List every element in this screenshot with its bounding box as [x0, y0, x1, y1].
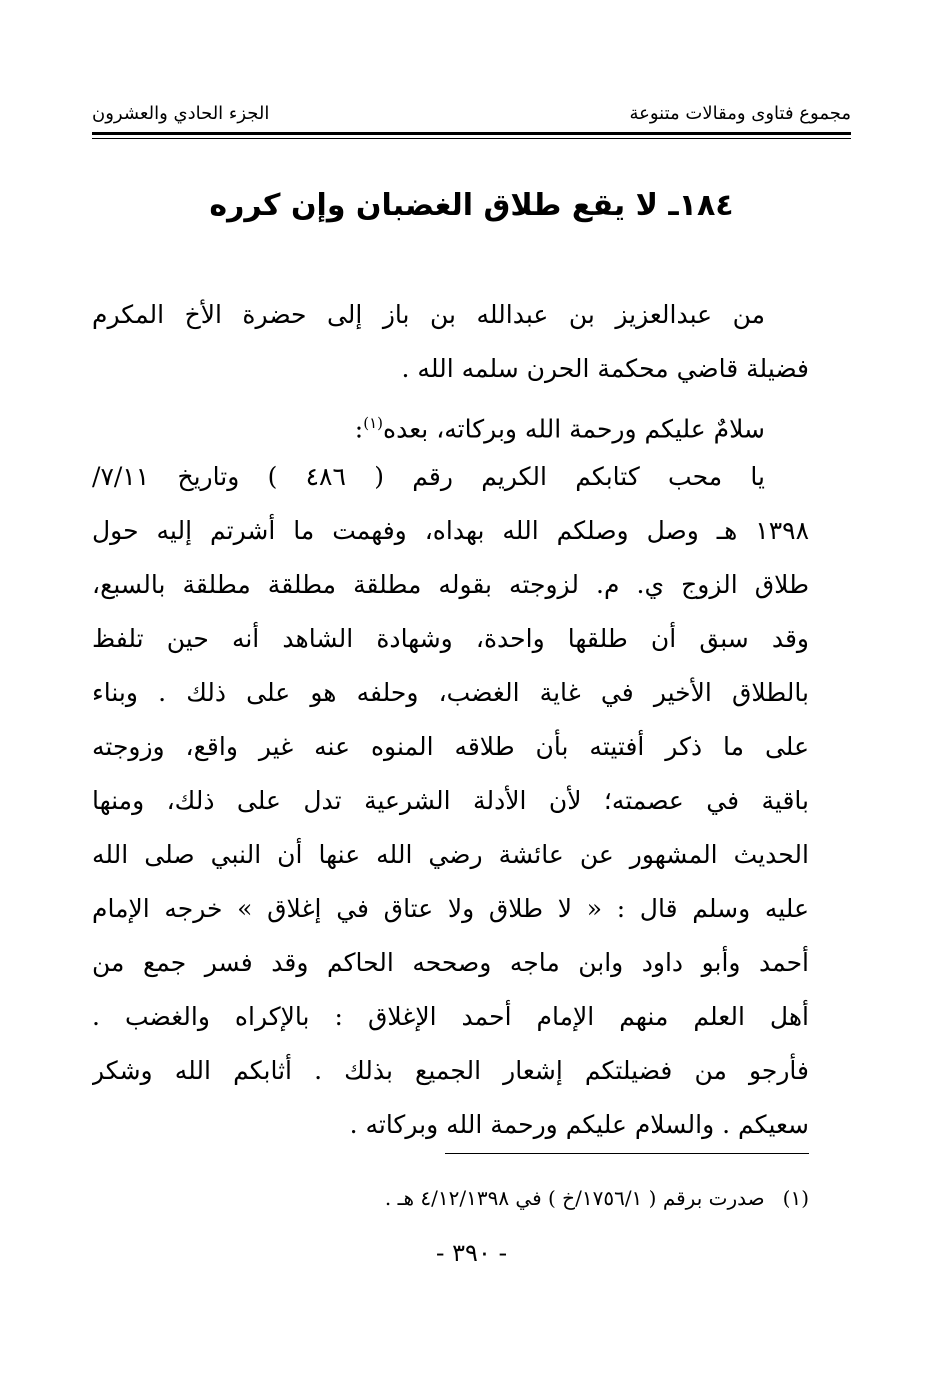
footnote-number: (١)	[782, 1186, 809, 1210]
article-body	[92, 288, 809, 1152]
text-line: طلاق الزوج ي. م. لزوجته بقوله مطلقة مطلقة مطلقة بالسبع،	[92, 570, 809, 599]
header-rule-thin	[92, 138, 851, 139]
footnote-text: صدرت برقم ( ١٧٥٦/١/خ ) في ٤/١٢/١٣٩٨ هـ .	[384, 1186, 765, 1210]
text-line: ١٣٩٨ هـ وصل وصلكم الله بهداه، وفهمت ما أشرتم إليه حول	[92, 516, 809, 545]
running-header	[92, 96, 851, 130]
text-line: فضيلة قاضي محكمة الحرن سلمه الله .	[401, 354, 809, 383]
text-line: أهل العلم منهم الإمام أحمد الإغلاق : بالإكراه والغضب .	[92, 1002, 809, 1031]
footnote-ref: (١)	[363, 414, 384, 432]
text-line: بالطلاق الأخير في غاية الغضب، وحلفه هو على ذلك . وبناء	[92, 678, 809, 707]
text-line: باقية في عصمته؛ لأن الأدلة الشرعية تدل على ذلك، ومنها	[92, 786, 809, 815]
text-line: الحديث المشهور عن عائشة رضي الله عنها أن النبي صلى الله	[92, 840, 809, 869]
text-line: سعيكم . والسلام عليكم ورحمة الله وبركاته .	[349, 1110, 809, 1139]
page-number: - ٣٩٠ -	[435, 1239, 508, 1267]
text-line: وقد سبق أن طلقها واحدة، وشهادة الشاهد أنه حين تلفظ	[92, 624, 809, 653]
text-line: على ما ذكر أفتيته بأن طلاقه المنوه عنه غير واقع، وزوجته	[92, 732, 809, 761]
text-line: من عبدالعزيز بن عبدالله بن باز إلى حضرة الأخ المكرم	[92, 300, 765, 329]
text-line: أحمد وأبو داود وابن ماجه وصححه الحاكم وقد فسر جمع من	[92, 948, 809, 977]
greeting-text: سلامٌ عليكم ورحمة الله وبركاته، بعده	[383, 414, 765, 444]
text-line: عليه وسلم قال : « لا طلاق ولا عتاق في إغلاق » خرجه الإمام	[92, 894, 809, 923]
greeting-line	[92, 396, 809, 450]
text-line: فأرجو من فضيلتكم إشعار الجميع بذلك . أثابكم الله وشكر	[92, 1056, 809, 1085]
greeting-colon: :	[354, 414, 364, 444]
book-title: مجموع فتاوى ومقالات متنوعة	[629, 102, 851, 124]
article-title: ١٨٤ـ لا يقع طلاق الغضبان وإن كرره	[209, 188, 734, 223]
footnote	[92, 1178, 809, 1218]
volume-label: الجزء الحادي والعشرون	[92, 102, 270, 124]
text-line: يا محب كتابكم الكريم رقم ( ٤٨٦ ) وتاريخ ٧/١١/	[92, 462, 765, 491]
header-rule-thick	[92, 132, 851, 135]
footnote-rule	[445, 1153, 809, 1154]
